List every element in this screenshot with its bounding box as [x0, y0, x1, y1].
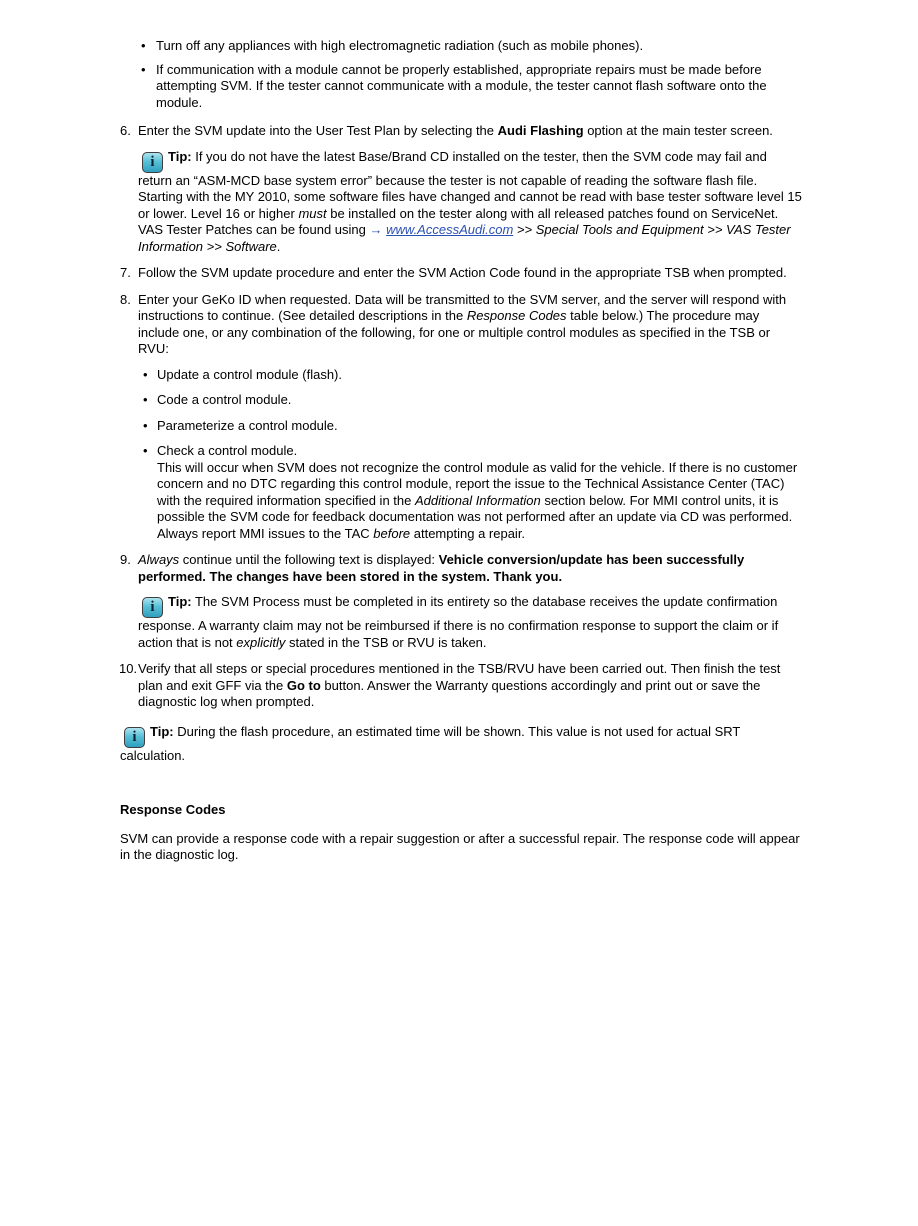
- text-run: button. Answer the Warranty questions accordingly and print out or save the diagnostic log when prompted.: [138, 677, 761, 709]
- step-number: 8.: [120, 291, 131, 307]
- step-6: [120, 123, 802, 255]
- text-run: Verify that all steps or special procedures mentioned in the TSB/RVU have been carried out. Then finish the test plan and exit GFF via the: [138, 661, 781, 693]
- step-8-bullet-list: [138, 367, 802, 543]
- text-run: stated in the TSB or RVU is taken.: [285, 634, 487, 650]
- text-run: continue until the following text is displayed:: [179, 552, 439, 567]
- text-run: This will occur when SVM does not recognize the control module as valid for the vehicle. If there is no customer concern and no DTC regarding this control module, report the issue to the Technical Assistance Center (TAC) with the required information specified in the: [157, 459, 798, 508]
- tip-label: Tip:: [168, 594, 192, 609]
- text-run: Enter the SVM update into the User Test Plan by selecting the: [138, 123, 498, 138]
- section-heading: Response Codes: [120, 802, 226, 817]
- tip-text: [138, 594, 802, 651]
- step-text: [138, 123, 802, 140]
- bullet-text: Turn off any appliances with high electromagnetic radiation (such as mobile phones).: [156, 38, 644, 53]
- step-number: 7.: [120, 265, 131, 280]
- step-number: 6.: [120, 123, 131, 138]
- text-run: table below.) The procedure may include one, or any combination of the following, for one or multiple control modules as specified in the TSB or RVU:: [138, 308, 771, 356]
- bullet-text: If communication with a module cannot be properly established, appropriate repairs must be made before attempting SVM. If the tester cannot communicate with a module, the tester cannot flash software onto the module.: [156, 61, 767, 110]
- tip-label: Tip:: [168, 148, 192, 164]
- text-run: attempting a repair.: [410, 525, 526, 541]
- italic-run: Special Tools and Equipment: [535, 222, 704, 237]
- list-item: [138, 367, 802, 384]
- access-audi-link[interactable]: www.AccessAudi.com: [386, 222, 514, 237]
- tip-note-3: [120, 724, 802, 765]
- info-icon: i: [142, 152, 163, 173]
- section-body: SVM can provide a response code with a repair suggestion or after a successful repair. The response code will appear in the diagnostic log.: [120, 830, 800, 862]
- italic-run: Response Codes: [466, 308, 567, 323]
- bold-run: Vehicle conversion/update has been successfully performed. The changes have been stored in the system. Thank you.: [138, 552, 745, 584]
- arrow-glyph: →: [369, 222, 387, 237]
- text-run: If you do not have the latest Base/Brand CD installed on the tester, then the SVM code may fail and return an “ASM-MCD base system error” because the tester is not capable of reading the software flash file. Starting with the MY 2010, some software files have changed and cannot be read with base tester software level 15 or lower. Level 16 or higher: [138, 148, 802, 221]
- separator: >>: [513, 222, 536, 237]
- step-number: 10.: [119, 661, 138, 676]
- separator: >>: [203, 238, 226, 254]
- tip-text: [138, 149, 802, 223]
- step-text: [138, 292, 802, 358]
- italic-run: before: [373, 525, 411, 541]
- tip-text-line2: [138, 222, 802, 255]
- step-7: [120, 265, 802, 282]
- document-page: [120, 38, 802, 864]
- text-run: During the flash procedure, an estimated time will be shown. This value is not used for actual SRT calculation.: [120, 723, 741, 763]
- italic-run: Additional Information: [414, 492, 541, 508]
- tip-text: [120, 724, 802, 765]
- bold-run: Go to: [286, 677, 321, 693]
- text-run: Enter your GeKo ID when requested. Data will be transmitted to the SVM server, and the server will respond with instructions to continue. (See detailed descriptions in the: [138, 291, 787, 323]
- list-item: [138, 418, 802, 435]
- bullet-text: Parameterize a control module.: [157, 417, 338, 433]
- list-item: [138, 392, 802, 409]
- text-run: .: [276, 238, 281, 254]
- list-item: [120, 38, 802, 55]
- step-text: [138, 265, 802, 282]
- tip-note-2: [138, 594, 802, 651]
- step-9: [120, 552, 802, 651]
- tip-note-1: [138, 149, 802, 256]
- text-run: The SVM Process must be completed in its entirety so the database receives the update confirmation response. A warranty claim may not be reimbursed if there is no confirmation response to support the claim or if action that is not: [138, 594, 779, 650]
- text-run: section below. For MMI control units, it is possible the SVM code for feedback documentation was not performed after an update via CD was performed. Always report MMI issues to the TAC: [157, 492, 793, 541]
- list-item: [120, 62, 802, 112]
- info-icon: i: [124, 727, 145, 748]
- text-run: Follow the SVM update procedure and enter the SVM Action Code found in the appropriate TSB when prompted.: [138, 265, 787, 280]
- italic-run: must: [298, 205, 327, 221]
- tip-label: Tip:: [150, 723, 174, 739]
- list-item: [138, 443, 802, 542]
- bullet-text: Code a control module.: [157, 392, 292, 407]
- text-run: option at the main tester screen.: [583, 123, 773, 138]
- step-8: [120, 292, 802, 543]
- bold-run: Audi Flashing: [497, 123, 584, 138]
- bullet-text: Update a control module (flash).: [157, 366, 342, 382]
- step-text: [138, 661, 802, 711]
- step-10: [120, 661, 802, 711]
- italic-run: VAS Tester Information: [138, 222, 791, 254]
- italic-run: explicitly: [236, 634, 286, 650]
- step-number: 9.: [120, 552, 131, 567]
- italic-run: Always: [138, 552, 180, 567]
- separator: >>: [703, 222, 727, 237]
- text-run: be installed on the tester along with all released patches found on ServiceNet.: [326, 205, 779, 221]
- intro-bullet-list: [120, 38, 802, 111]
- text-run: VAS Tester Patches can be found using: [138, 222, 370, 237]
- italic-run: Software: [225, 238, 277, 254]
- step-text: [138, 552, 802, 585]
- bullet-text: Check a control module.: [157, 443, 298, 458]
- info-icon: i: [142, 597, 163, 618]
